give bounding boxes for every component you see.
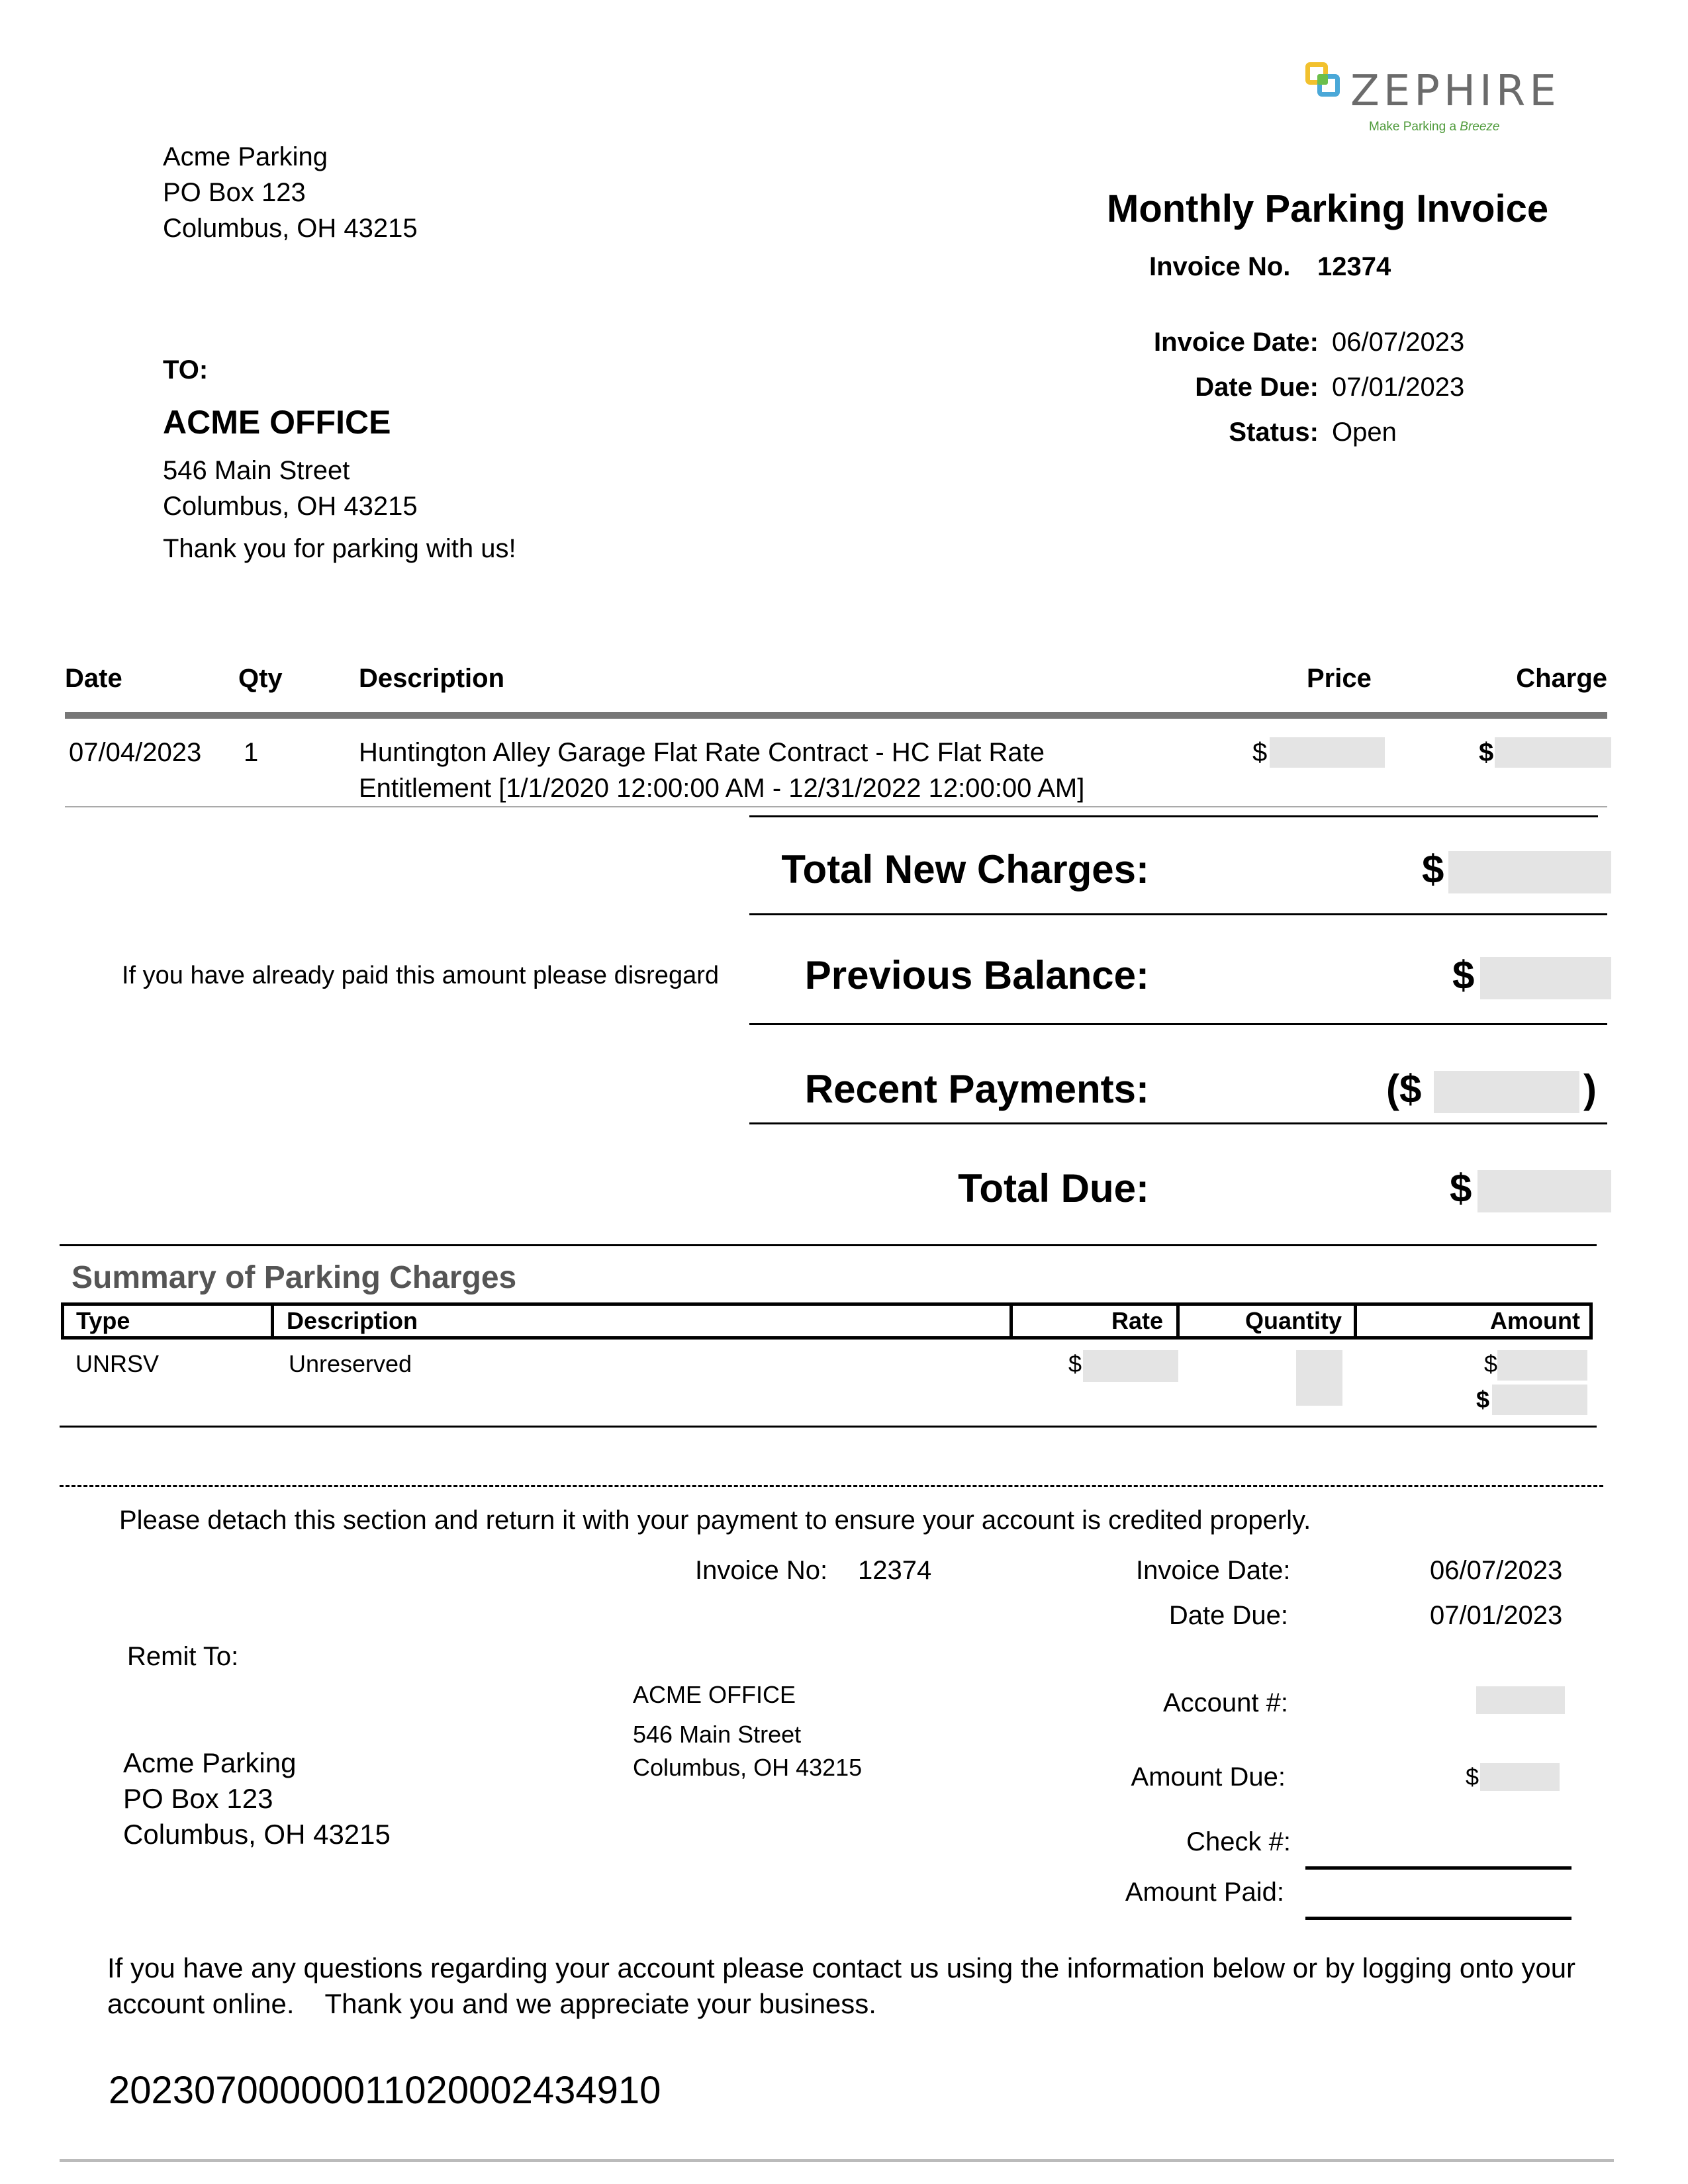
recipient-address-line2: Columbus, OH 43215 [163,492,418,521]
total-due-label: Total Due: [958,1166,1149,1210]
questions-line2: account online. Thank you and we appreciate your business. [107,1988,876,2019]
logo-tagline-text: Make Parking a [1369,120,1460,134]
detach-note: Please detach this section and return it with your payment to ensure your account is credited properly. [119,1506,1311,1535]
amount-due-label: Amount Due: [1131,1762,1286,1792]
total-new-charges-label: Total New Charges: [781,847,1149,891]
charges-header-price: Price [1307,664,1372,693]
charge-price-redacted [1270,737,1385,768]
summary-quantity-redacted [1296,1350,1342,1406]
remit-invoice-date-label: Invoice Date: [1136,1556,1291,1585]
date-due: 07/01/2023 [1332,373,1465,402]
barcode-number: 2023070000001102000243491​0 [109,2069,661,2112]
charge-date: 07/04/2023 [69,738,202,767]
remit-customer-line2: Columbus, OH 43215 [633,1754,863,1781]
recent-payments-open: ($ [1386,1067,1422,1111]
charge-qty: 1 [244,738,259,767]
status-label: Status: [1229,418,1319,447]
previous-balance-symbol: $ [1452,953,1475,997]
charge-amount-redacted [1495,737,1611,768]
remit-customer-line1: 546 Main Street [633,1721,802,1748]
total-new-charges-redacted [1448,851,1611,893]
summary-header-row [61,1302,1593,1340]
disregard-note: If you have already paid this amount please disregard [122,962,719,989]
previous-balance-label: Previous Balance: [804,953,1149,997]
recent-payments-label: Recent Payments: [804,1067,1149,1111]
summary-amount-redacted [1497,1350,1587,1381]
remit-invoice-no-label: Invoice No: [695,1556,828,1585]
logo-name: ZEPHIRE [1350,67,1560,116]
amount-paid-field[interactable] [1305,1917,1571,1920]
account-number-redacted [1476,1686,1565,1714]
summary-title: Summary of Parking Charges [71,1260,517,1295]
remit-date-due: 07/01/2023 [1430,1601,1563,1630]
charge-price-symbol: $ [1252,738,1268,767]
recent-payments-redacted [1434,1071,1579,1113]
charges-header-charge: Charge [1516,664,1607,693]
charges-header-rule [65,712,1607,719]
summary-total-symbol: $ [1476,1386,1490,1413]
summary-header-amount: Amount [1490,1307,1580,1334]
invoice-title: Monthly Parking Invoice [1107,187,1549,230]
charges-row-rule [65,806,1607,807]
totals-rule-3 [749,1122,1607,1124]
summary-rate-symbol: $ [1068,1350,1082,1377]
sender-address-line1: PO Box 123 [163,178,306,207]
thank-you-note: Thank you for parking with us! [163,534,516,563]
charges-header-qty: Qty [238,664,283,693]
charges-header-description: Description [359,664,505,693]
previous-balance-redacted [1480,957,1611,999]
summary-header-description: Description [287,1307,418,1334]
check-number-field[interactable] [1305,1866,1571,1870]
summary-type: UNRSV [75,1350,160,1377]
totals-rule-top [749,815,1598,817]
status-value: Open [1332,418,1397,447]
summary-rule-top [60,1244,1597,1246]
total-due-symbol: $ [1450,1166,1472,1210]
remit-address-line2: Columbus, OH 43215 [123,1819,391,1850]
remit-date-due-label: Date Due: [1168,1601,1288,1630]
logo-tagline-emphasis: Breeze [1460,120,1500,134]
totals-rule-2 [749,1023,1607,1025]
summary-rule-bottom [60,1426,1597,1428]
amount-due-symbol: $ [1466,1763,1479,1790]
remit-customer-name: ACME OFFICE [633,1681,796,1708]
charge-amount-symbol: $ [1479,738,1494,767]
amount-due-redacted [1480,1763,1560,1791]
logo-tagline [1369,119,1500,135]
remit-address-line1: PO Box 123 [123,1783,273,1814]
recipient-name: ACME OFFICE [163,404,391,441]
summary-description: Unreserved [289,1350,412,1377]
sender-name: Acme Parking [163,142,328,171]
invoice-number-label: Invoice No. [1149,252,1291,281]
sender-address-line2: Columbus, OH 43215 [163,214,418,243]
total-new-charges-symbol: $ [1422,847,1444,891]
summary-amount-symbol: $ [1484,1350,1498,1377]
recipient-address-line1: 546 Main Street [163,456,350,485]
detach-dashed-line [60,1485,1603,1487]
invoice-date: 06/07/2023 [1332,328,1465,357]
to-label: TO: [163,355,209,385]
remit-to-label: Remit To: [127,1642,239,1671]
remit-name: Acme Parking [123,1747,297,1778]
summary-header-type: Type [76,1307,130,1334]
account-label: Account #: [1162,1688,1288,1717]
invoice-number: 12374 [1317,252,1391,281]
recent-payments-close: ) [1583,1067,1597,1111]
summary-header-rate: Rate [1111,1307,1163,1334]
questions-line1: If you have any questions regarding your account please contact us using the information below or by logging onto your [107,1952,1576,1983]
total-due-redacted [1477,1170,1611,1212]
date-due-label: Date Due: [1195,373,1319,402]
amount-paid-label: Amount Paid: [1125,1878,1284,1907]
summary-total-redacted [1492,1385,1587,1415]
charge-description-line1: Huntington Alley Garage Flat Rate Contract - HC Flat Rate [359,738,1045,767]
footer-rule [60,2159,1614,2162]
charges-header-date: Date [65,664,122,693]
summary-header-quantity: Quantity [1244,1307,1342,1334]
remit-invoice-no: 12374 [858,1556,932,1585]
check-number-label: Check #: [1186,1827,1291,1856]
charge-description-line2: Entitlement [1/1/2020 12:00:00 AM - 12/31/2022 12:00:00 AM] [359,774,1085,803]
remit-invoice-date: 06/07/2023 [1430,1556,1563,1585]
summary-rate-redacted [1083,1350,1178,1382]
invoice-date-label: Invoice Date: [1154,328,1319,357]
totals-rule-1 [749,913,1607,915]
